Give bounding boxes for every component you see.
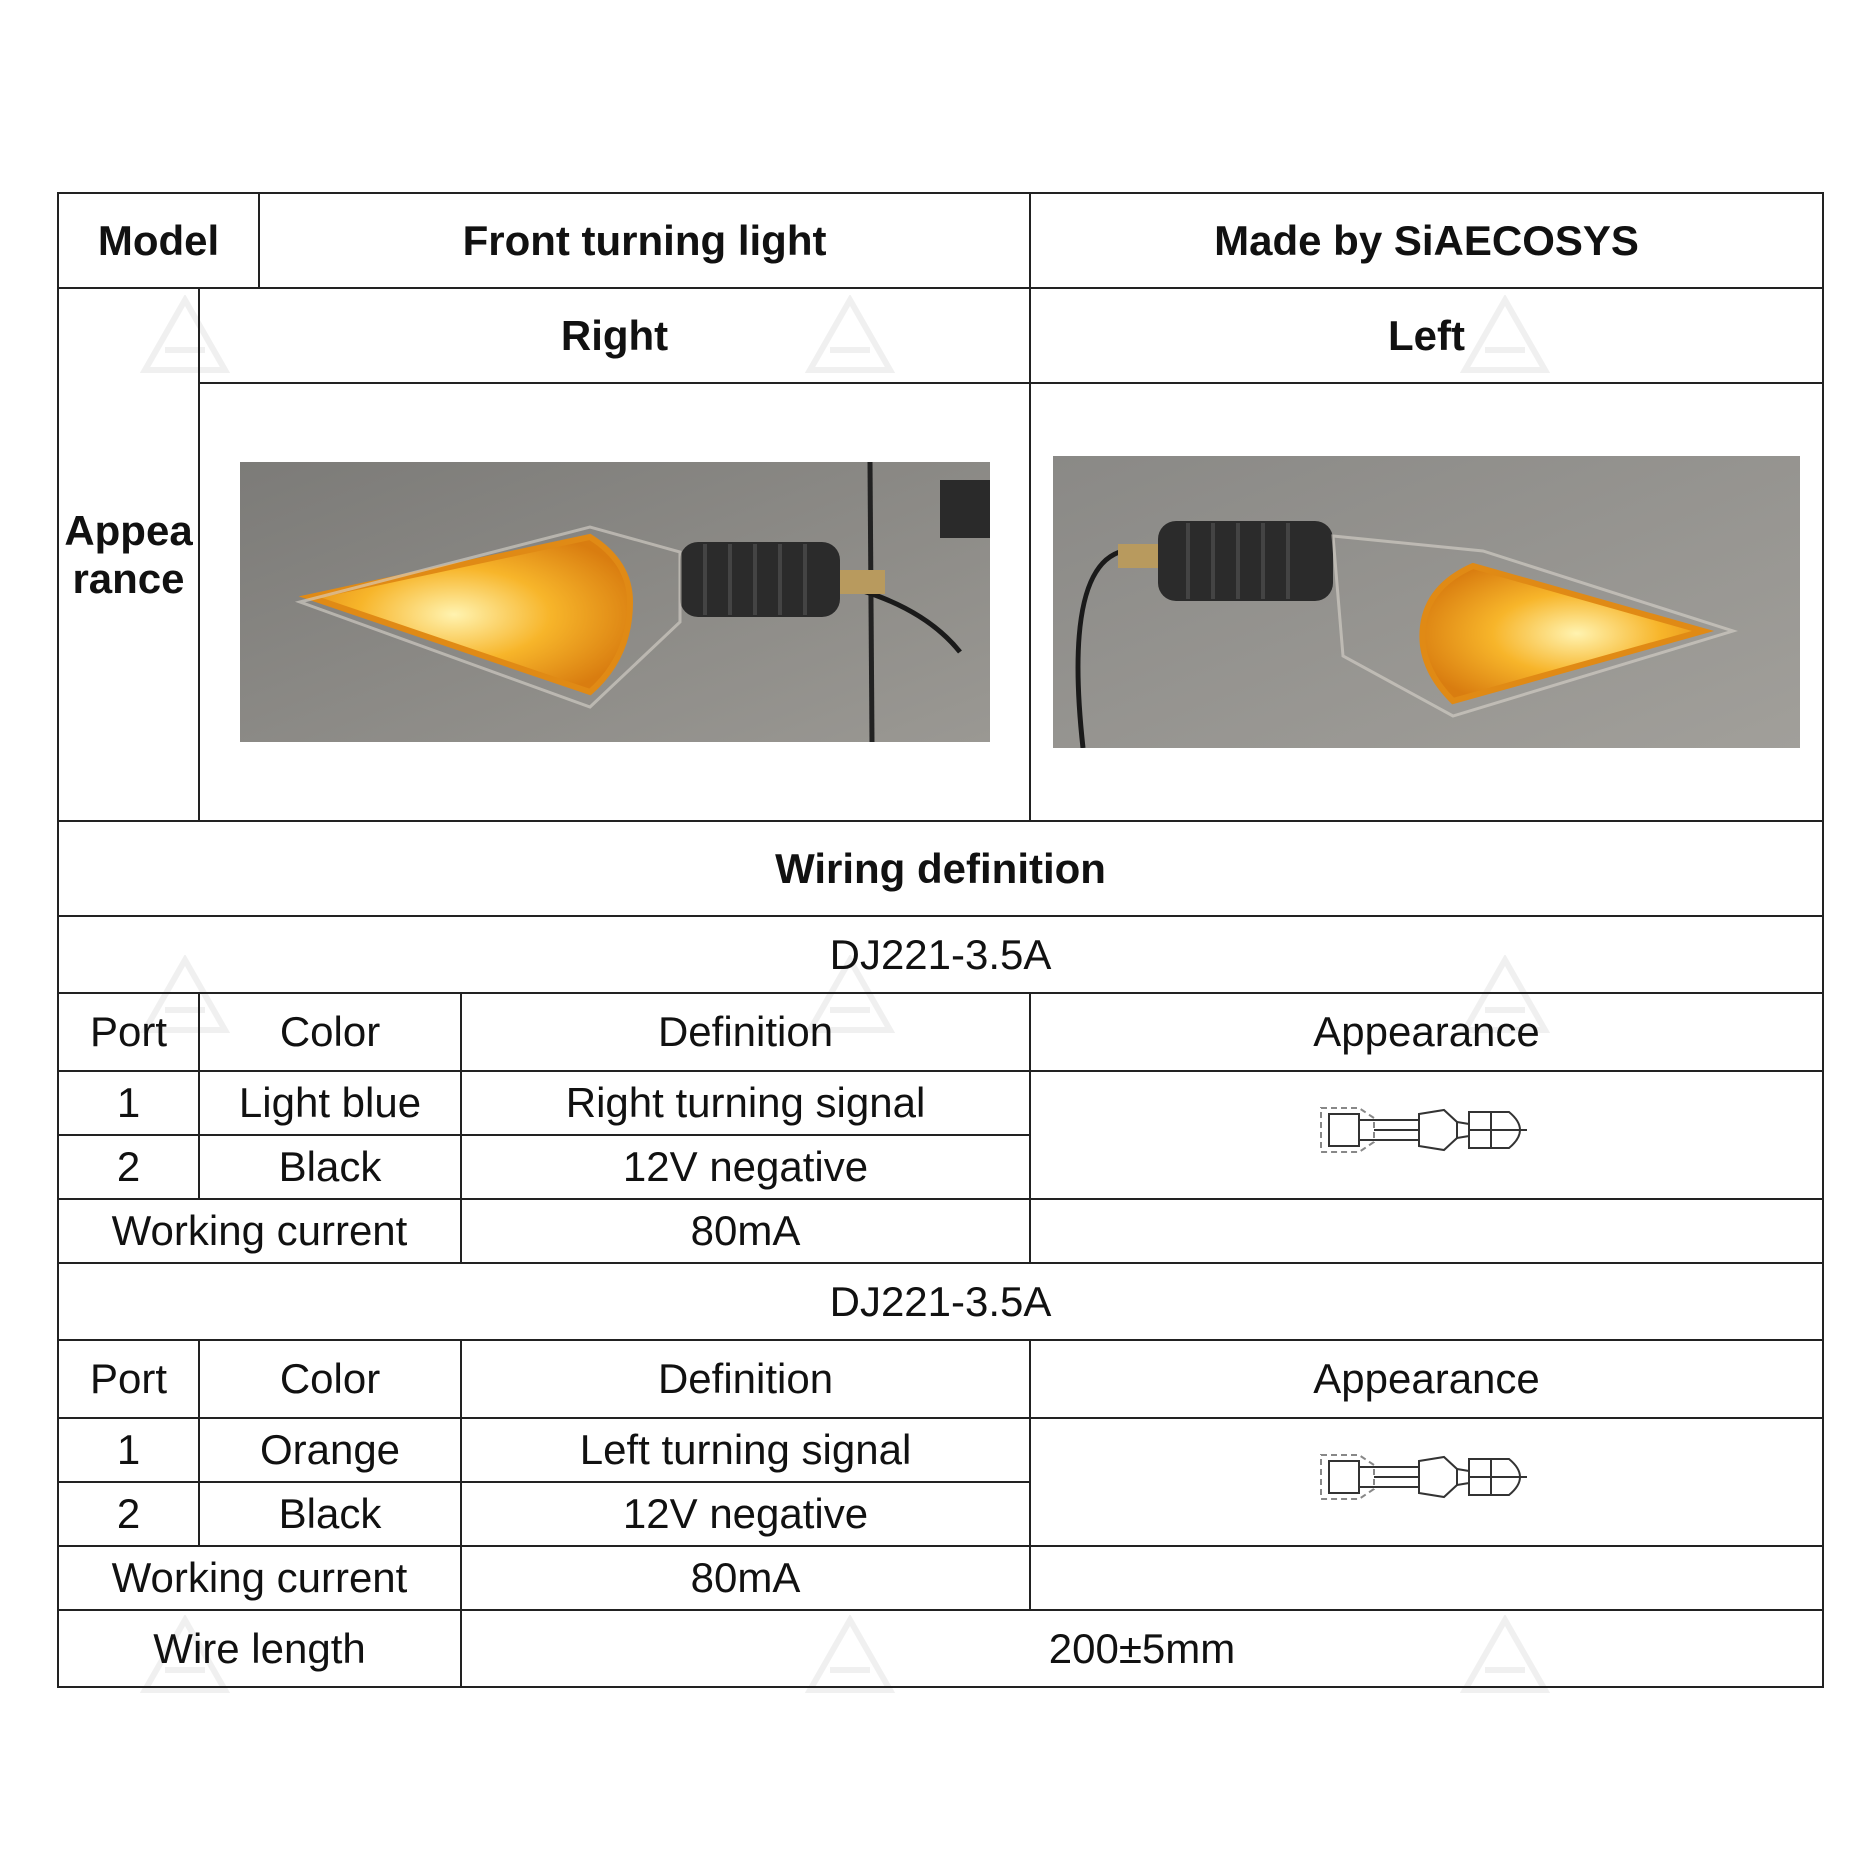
right-light-photo-cell bbox=[199, 383, 1030, 821]
definition-header-2: Definition bbox=[461, 1340, 1030, 1418]
definition-cell: 12V negative bbox=[461, 1135, 1030, 1199]
definition-cell: Right turning signal bbox=[461, 1071, 1030, 1135]
color-cell: Black bbox=[199, 1482, 461, 1546]
color-cell: Black bbox=[199, 1135, 461, 1199]
port-cell: 1 bbox=[58, 1071, 199, 1135]
working-current-value-2: 80mA bbox=[461, 1546, 1030, 1610]
wiring-title: Wiring definition bbox=[58, 821, 1823, 916]
connector-drawing-cell-1 bbox=[1030, 1071, 1823, 1199]
connector-model-2: DJ221-3.5A bbox=[58, 1263, 1823, 1340]
wire-length-value: 200±5mm bbox=[461, 1610, 1823, 1687]
definition-header-1: Definition bbox=[461, 993, 1030, 1071]
connector-model-1: DJ221-3.5A bbox=[58, 916, 1823, 993]
connector-icon bbox=[1319, 1100, 1534, 1160]
appearance-header-2: Appearance bbox=[1030, 1340, 1823, 1418]
working-current-label-1: Working current bbox=[58, 1199, 461, 1263]
working-current-label-2: Working current bbox=[58, 1546, 461, 1610]
maker-label: Made by SiAECOSYS bbox=[1030, 193, 1823, 288]
right-label: Right bbox=[199, 288, 1030, 383]
left-turn-light-photo bbox=[1053, 456, 1800, 748]
color-cell: Orange bbox=[199, 1418, 461, 1482]
right-turn-light-photo bbox=[240, 462, 990, 742]
empty-cell bbox=[1030, 1546, 1823, 1610]
definition-cell: Left turning signal bbox=[461, 1418, 1030, 1482]
model-label: Model bbox=[58, 193, 259, 288]
appearance-label-line1: Appea bbox=[64, 506, 193, 554]
working-current-value-1: 80mA bbox=[461, 1199, 1030, 1263]
empty-cell bbox=[1030, 1199, 1823, 1263]
left-light-photo-cell bbox=[1030, 383, 1823, 821]
port-cell: 2 bbox=[58, 1135, 199, 1199]
left-label: Left bbox=[1030, 288, 1823, 383]
appearance-header-1: Appearance bbox=[1030, 993, 1823, 1071]
port-header-1: Port bbox=[58, 993, 199, 1071]
color-header-1: Color bbox=[199, 993, 461, 1071]
appearance-label-line2: rance bbox=[72, 554, 185, 602]
port-cell: 1 bbox=[58, 1418, 199, 1482]
port-cell: 2 bbox=[58, 1482, 199, 1546]
connector-icon bbox=[1319, 1447, 1534, 1507]
color-header-2: Color bbox=[199, 1340, 461, 1418]
definition-cell: 12V negative bbox=[461, 1482, 1030, 1546]
appearance-label bbox=[58, 288, 199, 821]
wire-length-label: Wire length bbox=[58, 1610, 461, 1687]
connector-drawing-cell-2 bbox=[1030, 1418, 1823, 1546]
model-value: Front turning light bbox=[259, 193, 1030, 288]
color-cell: Light blue bbox=[199, 1071, 461, 1135]
spec-table bbox=[57, 192, 1824, 1688]
port-header-2: Port bbox=[58, 1340, 199, 1418]
